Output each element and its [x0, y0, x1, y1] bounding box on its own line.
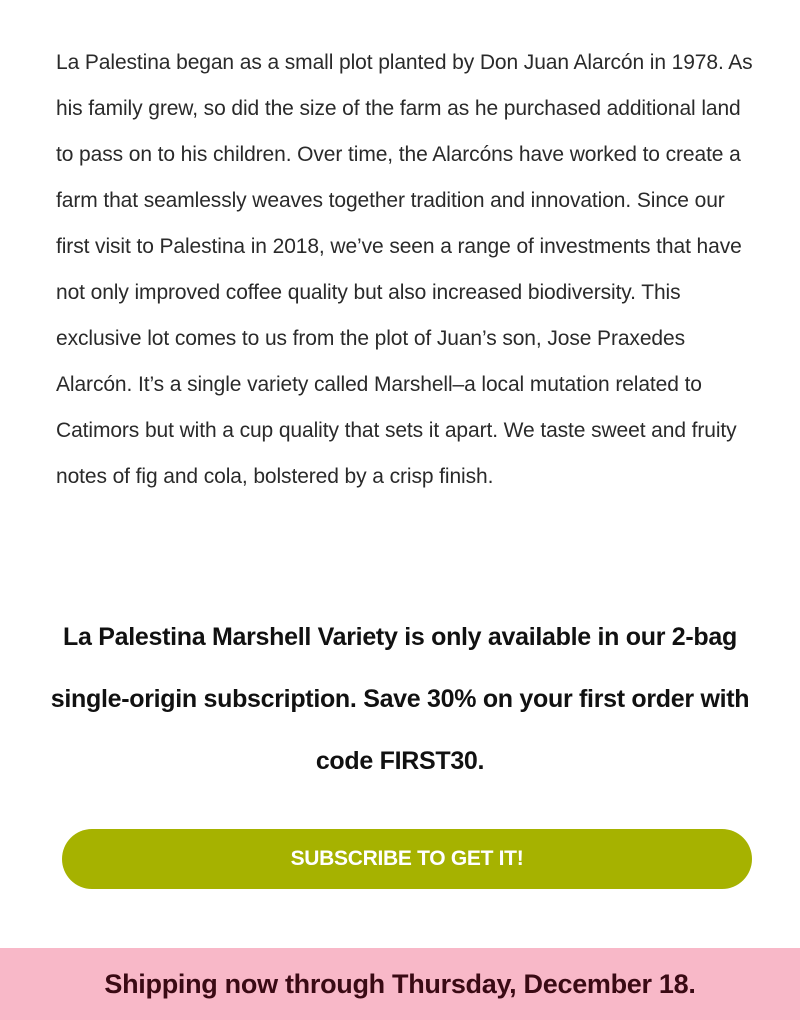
farm-story-paragraph: La Palestina began as a small plot planted by Don Juan Alarcón in 1978. As his family grew, so did the size of the farm as he purchased additional land to pass on to his children. Over time, the Alarcóns have worked to create a farm that seamlessly weaves together tradition and innovation. Since our first visit to Palestina in 2018, we’ve seen a range of investments that have not only improved coffee quality but also increased biodiversity. This exclusive lot comes to us from the plot of Juan’s son, Jose Praxedes Alarcón. It’s a single variety called Marshell–a local mutation related to Catimors but with a cup quality that sets it apart. We taste sweet and fruity notes of fig and cola, bolstered by a crisp finish.	[56, 51, 753, 488]
subscribe-button[interactable]: SUBSCRIBE TO GET IT!	[62, 829, 752, 889]
shipping-banner-text: Shipping now through Thursday, December 18.	[104, 968, 696, 999]
shipping-banner	[0, 948, 800, 1020]
subscription-promo-text: La Palestina Marshell Variety is only available in our 2-bag single-origin subscription. Save 30% on your first order with code FIRST30.	[50, 623, 750, 775]
